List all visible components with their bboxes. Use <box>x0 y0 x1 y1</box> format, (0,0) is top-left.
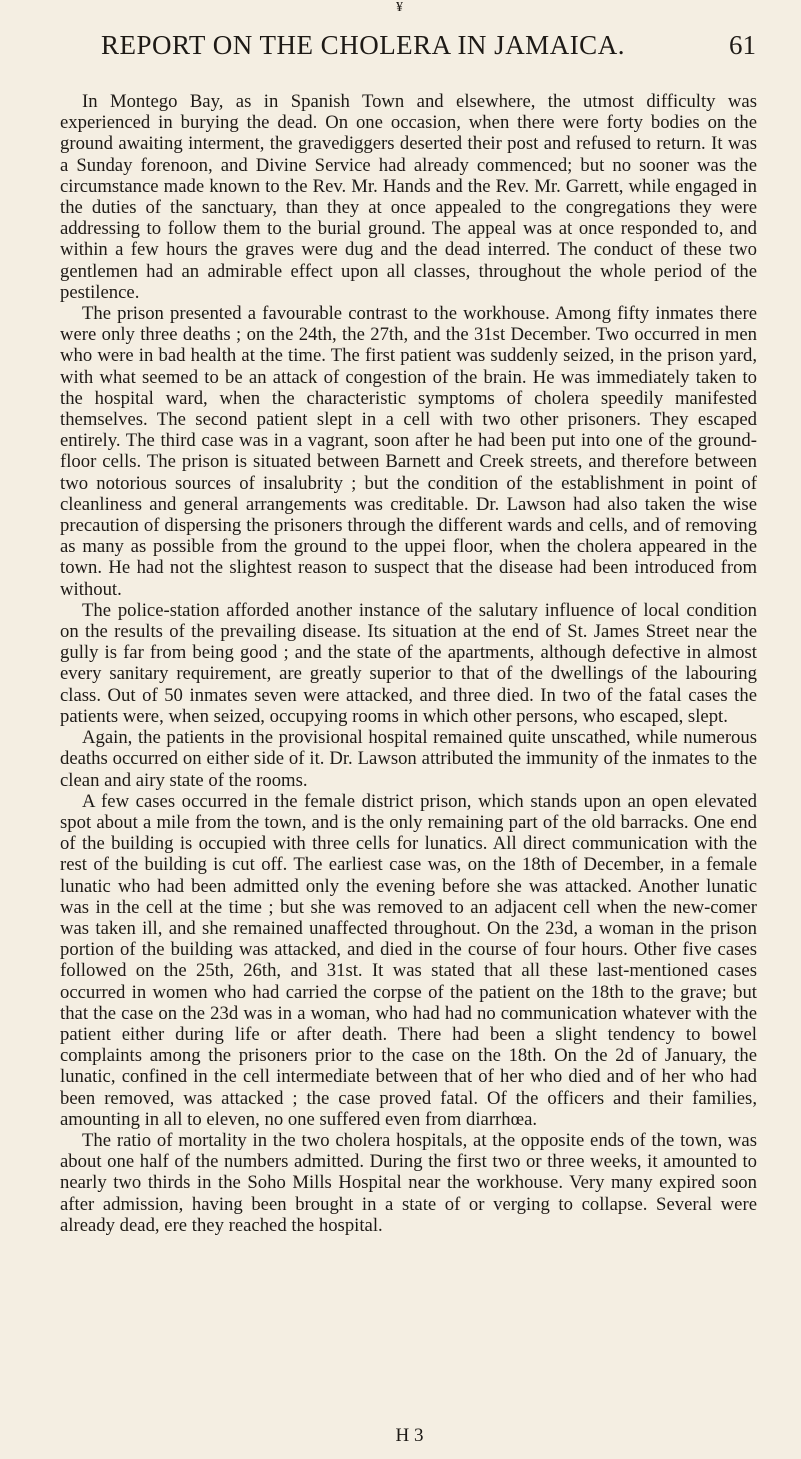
paragraph-mortality-ratio: The ratio of mortality in the two cholera hospitals, at the opposite ends of the town, was about one half of the numbers admitted. During the first two or three weeks, it amounted to nearly two thirds in the Soho Mills Hospital near the workhouse. Very many expired soon after admission, having been brought in a state of or verging to collapse. Several were already dead, ere they reached the hospital. <box>60 1129 757 1236</box>
body-text <box>60 91 757 1236</box>
paragraph-prison: The prison presented a favourable contrast to the workhouse. Among fifty inmates there were only three deaths ; on the 24th, the 27th, and the 31st December. Two occurred in men who were in bad health at the time. The first patient was suddenly seized, in the prison yard, with what seemed to be an attack of congestion of the brain. He was immediately taken to the hospital ward, when the characteristic symptoms of cholera speedily manifested themselves. The second patient slept in a cell with two other prisoners. They escaped entirely. The third case was in a vagrant, soon after he had been put into one of the ground-floor cells. The prison is situated between Barnett and Creek streets, and therefore between two notorious sources of insalubrity ; but the condition of the establishment in point of cleanliness and general arrangements was creditable. Dr. Lawson had also taken the wise precaution of dispersing the prisoners through the different wards and cells, and of removing as many as possible from the ground to the uppei floor, when the cholera appeared in the town. He had not the slightest reason to suspect that the disease had been introduced from without. <box>60 303 757 600</box>
paragraph-provisional-hospital: Again, the patients in the provisional hospital remained quite unscathed, while numerous deaths occurred on either side of it. Dr. Lawson attributed the immunity of the inmates to the clean and airy state of the rooms. <box>60 727 757 791</box>
paragraph-police-station: The police-station afforded another instance of the salutary influence of local condition on the results of the prevailing disease. Its situation at the end of St. James Street near the gully is far from being good ; and the state of the apartments, although defective in almost every sanitary requirement, are greatly superior to that of the dwellings of the labouring class. Out of 50 inmates seven were attacked, and three died. In two of the fatal cases the patients were, when seized, occupying rooms in which other persons, who escaped, slept. <box>60 599 757 727</box>
running-head: REPORT ON THE CHOLERA IN JAMAICA. <box>101 30 625 60</box>
page-number: 61 <box>729 30 756 60</box>
signature-mark: H 3 <box>395 1425 424 1446</box>
paragraph-burial: In Montego Bay, as in Spanish Town and elsewhere, the utmost difficulty was experienced in burying the dead. On one occasion, when there were forty bodies on the ground awaiting interment, the gravediggers deserted their post and refused to return. It was a Sunday forenoon, and Divine Service had already commenced; but no sooner was the circumstance made known to the Rev. Mr. Hands and the Rev. Mr. Garrett, while engaged in the duties of the sanctuary, than they at once appealed to the congregations they were addressing to follow them to the burial ground. The appeal was at once responded to, and within a few hours the graves were dug and the dead interred. The conduct of these two gentlemen had an admirable effect upon all classes, throughout the whole period of the pestilence. <box>60 91 757 303</box>
printer-mark: ¥ <box>396 0 403 15</box>
paragraph-female-prison: A few cases occurred in the female district prison, which stands upon an open elevated spot about a mile from the town, and is the only remaining part of the old barracks. One end of the building is occupied with three cells for lunatics. All direct communication with the rest of the building is cut off. The earliest case was, on the 18th of December, in a female lunatic who had been admitted only the evening before she was attacked. Another lunatic was in the cell at the time ; but she was removed to an adjacent cell when the new-comer was taken ill, and she remained unaffected throughout. On the 23d, a woman in the prison portion of the building was attacked, and died in the course of four hours. Other five cases followed on the 25th, 26th, and 31st. It was stated that all these last-mentioned cases occurred in women who had carried the corpse of the patient on the 18th to the grave; but that the case on the 23d was in a woman, who had had no communication whatever with the patient either during life or after death. There had been a slight tendency to bowel complaints among the prisoners prior to the case on the 18th. On the 2d of January, the lunatic, confined in the cell intermediate between that of her who died and of her who had been removed, was attacked ; the case proved fatal. Of the officers and their families, amounting in all to eleven, no one suffered even from diarrhœa. <box>60 790 757 1130</box>
page-header <box>60 30 756 64</box>
